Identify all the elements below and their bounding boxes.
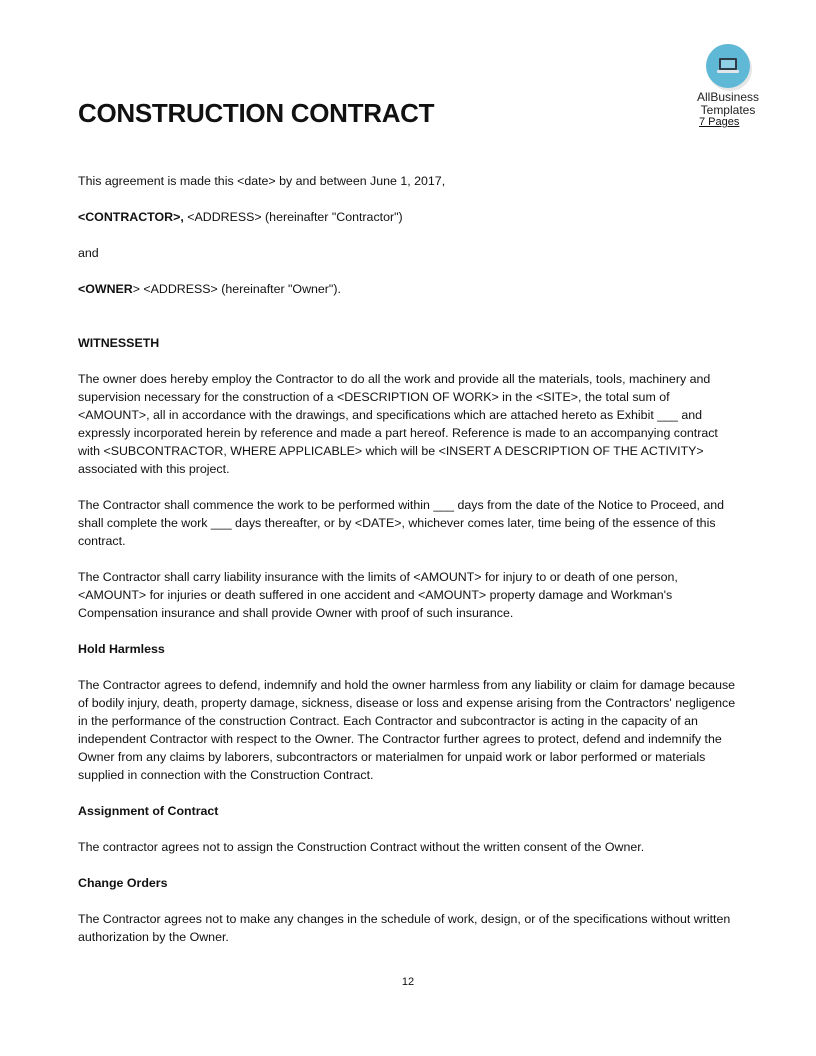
insurance-paragraph: The Contractor shall carry liability insurance with the limits of <AMOUNT> for injury to or death of one person, <AMOUNT> for injuries or death suffered in one accident and <AMOUNT> property damage and Workman's Compensation insurance and shall provide Owner with proof of such insurance. [78,570,678,620]
document-title: CONSTRUCTION CONTRACT [78,98,435,128]
and-line: and [78,246,99,260]
logo-badge [706,44,750,88]
change-orders-paragraph: The Contractor agrees not to make any changes in the schedule of work, design, or of the specifications without written authorization by the Owner. [78,912,731,944]
document-body [78,172,742,964]
assignment-paragraph: The contractor agrees not to assign the Construction Contract without the written consent of the Owner. [78,840,645,854]
hold-harmless-heading: Hold Harmless [78,642,165,656]
brand-name [696,91,760,117]
contractor-label: <CONTRACTOR>, [78,210,184,224]
hold-harmless-paragraph: The Contractor agrees to defend, indemnify and hold the owner harmless from any liability or claim for damage because of bodily injury, death, property damage, sickness, disease or loss and expense arising from the Contractors' negligence in the performance of the construction Contract. Each Contractor and subcontractor is acting in the capacity of an independent Contractor with respect to the Owner. The Contractor further agrees to protect, defend and indemnify the Owner from any claims by laborers, subcontractors or materialmen for unpaid work or labor performed or materials supplied in connection with the Construction Contract. [78,678,736,782]
contractor-text: <ADDRESS> (hereinafter "Contractor") [183,210,403,224]
owner-text: > <ADDRESS> (hereinafter "Owner"). [132,282,341,296]
brand-logo [696,44,760,117]
intro-paragraph: This agreement is made this <date> by and between June 1, 2017, [78,174,446,188]
owner-line [78,280,742,298]
brand-line-2: Templates [700,103,756,117]
assignment-heading: Assignment of Contract [78,804,219,818]
contractor-line [78,208,742,226]
laptop-icon [706,44,750,88]
witnesseth-heading: WITNESSETH [78,336,160,350]
change-orders-heading: Change Orders [78,876,168,890]
page-number: 12 [401,976,415,988]
schedule-paragraph: The Contractor shall commence the work to be performed within ___ days from the date of the Notice to Proceed, and shall complete the work ___ days thereafter, or by <DATE>, whichever comes later, time being of the essence of this contract. [78,498,725,548]
owner-label: <OWNER [78,282,133,296]
work-scope-paragraph: The owner does hereby employ the Contractor to do all the work and provide all the materials, tools, machinery and supervision necessary for the construction of a <DESCRIPTION OF WORK> in the <SITE>, the total sum of <AMOUNT>, all in accordance with the drawings, and specifications which are attached hereto as Exhibit ___ and expressly incorporated herein by reference and made a part hereof. Reference is made to an accompanying contract with <SUBCONTRACTOR, WHERE APPLICABLE> which will be <INSERT A DESCRIPTION OF THE ACTIVITY> associated with this project. [78,372,718,476]
brand-line-1: AllBusiness [696,90,760,104]
pages-link[interactable]: 7 Pages [699,116,740,128]
